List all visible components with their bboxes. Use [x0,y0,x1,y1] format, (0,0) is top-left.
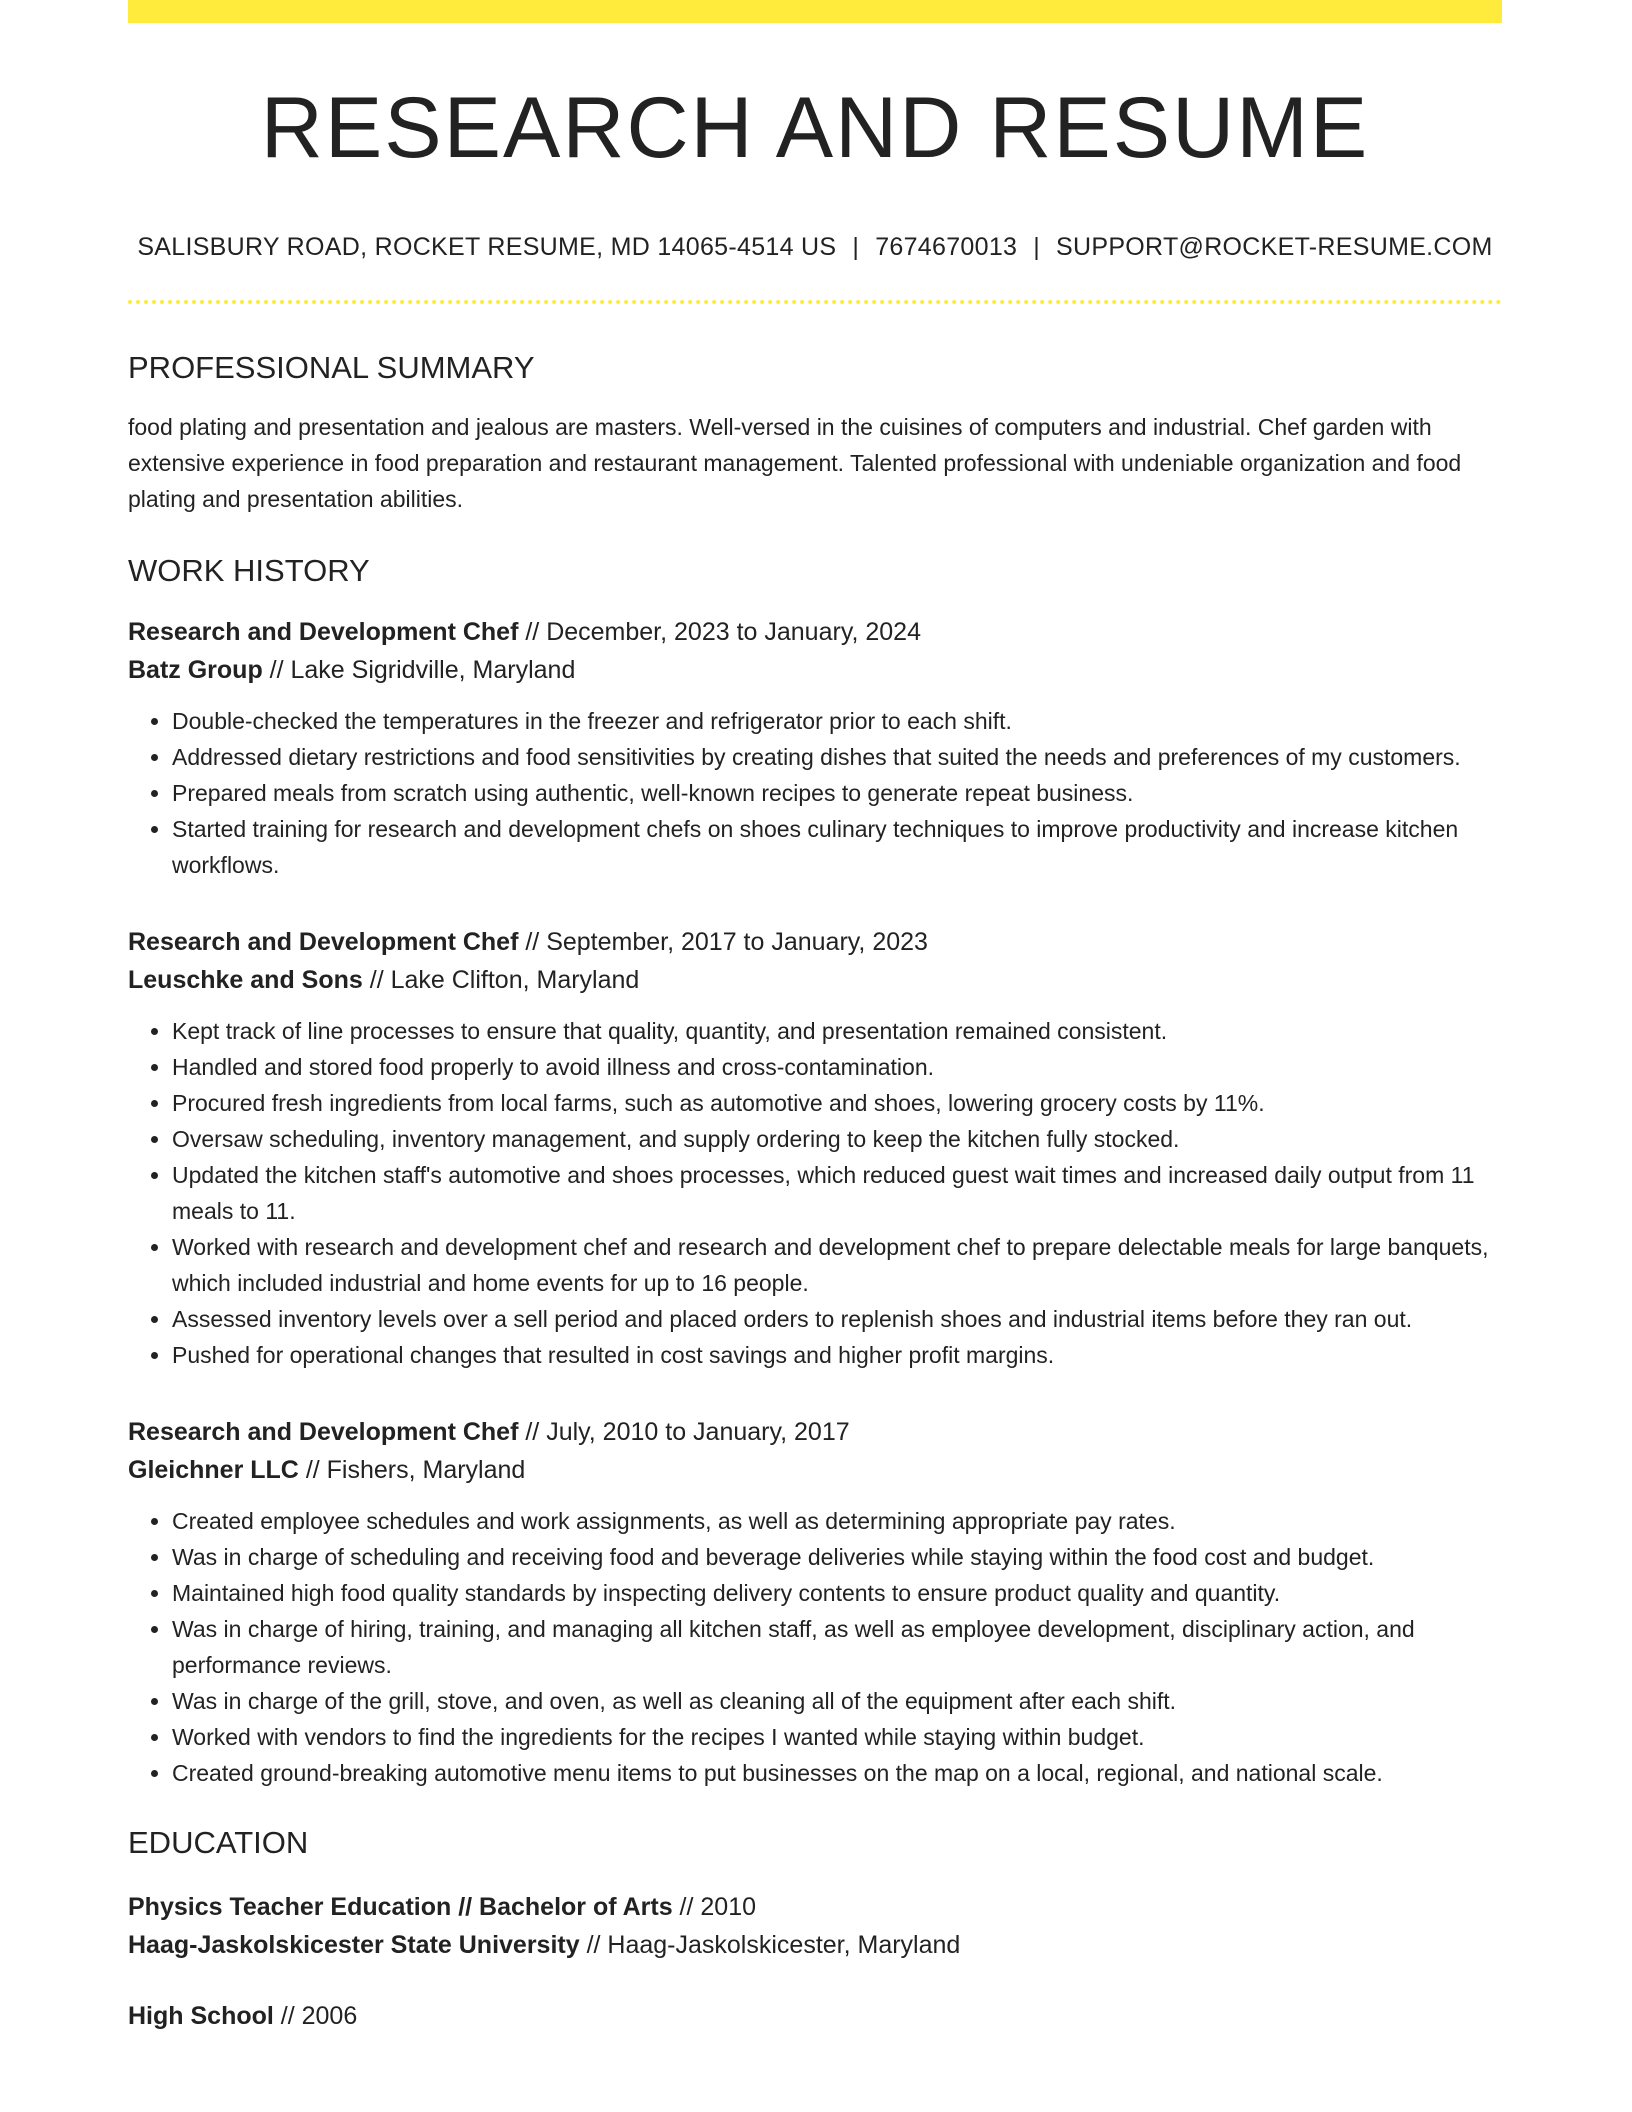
job-duty-item: • Assessed inventory levels over a sell period and placed orders to replenish shoes and industrial items before they ran out. [172,1301,1502,1337]
accent-top-bar [128,0,1502,23]
job-duty-item: • Created ground-breaking automotive menu items to put businesses on the map on a local, regional, and national scale. [172,1755,1502,1791]
job-title-line [128,613,1502,651]
resume-page [128,0,1502,2035]
job-company-line [128,1451,1502,1489]
job-duty-item: • Handled and stored food properly to avoid illness and cross-contamination. [172,1049,1502,1085]
job-role: Research and Development Chef [128,618,519,646]
job-company-line [128,961,1502,999]
contact-email[interactable]: SUPPORT@ROCKET-RESUME.COM [1056,233,1493,261]
education-school-line [128,1926,1502,1964]
job-duty-item: • Kept track of line processes to ensure that quality, quantity, and presentation remained consistent. [172,1013,1502,1049]
job-company: Gleichner LLC [128,1456,299,1484]
dotted-divider [128,300,1502,304]
job-company: Batz Group [128,656,263,684]
job-company-line [128,651,1502,689]
job-company: Leuschke and Sons [128,966,363,994]
job-duties-list [128,1013,1502,1373]
contact-separator: | [852,233,860,261]
work-history-list [128,613,1502,1791]
education-year: // 2010 [672,1893,757,1921]
job-dates: // September, 2017 to January, 2023 [518,928,928,956]
education-degree: Physics Teacher Education // Bachelor of Arts [128,1893,673,1921]
job-role: Research and Development Chef [128,1418,519,1446]
job-dates: // July, 2010 to January, 2017 [518,1418,850,1446]
job-duty-item: • Pushed for operational changes that resulted in cost savings and higher profit margins. [172,1337,1502,1373]
education-degree-line [128,1997,1502,2035]
job-duty-item: • Was in charge of scheduling and receiving food and beverage deliveries while staying within the food cost and budget. [172,1539,1502,1575]
education-entry [128,1888,1502,1964]
job-duty-item: • Was in charge of the grill, stove, and oven, as well as cleaning all of the equipment after each shift. [172,1683,1502,1719]
contact-phone[interactable]: 7674670013 [875,233,1018,261]
job-duty-item: • Was in charge of hiring, training, and managing all kitchen staff, as well as employee development, disciplinary action, and performance reviews. [172,1611,1502,1683]
job-duty-item: • Worked with vendors to find the ingredients for the recipes I wanted while staying within budget. [172,1719,1502,1755]
contact-address: SALISBURY ROAD, ROCKET RESUME, MD 14065-4514 US [137,233,837,261]
job-duties-list [128,1503,1502,1791]
work-history-heading: WORK HISTORY [128,553,370,588]
job-duty-item: • Addressed dietary restrictions and food sensitivities by creating dishes that suited the needs and preferences of my customers. [172,739,1502,775]
contact-separator: | [1033,233,1041,261]
contact-line [128,235,1502,260]
summary-heading: PROFESSIONAL SUMMARY [128,350,535,385]
job-duty-item: • Oversaw scheduling, inventory management, and supply ordering to keep the kitchen fully stocked. [172,1121,1502,1157]
education-school: Haag-Jaskolskicester State University [128,1931,580,1959]
job-title-line [128,1413,1502,1451]
job-duty-item: • Started training for research and development chefs on shoes culinary techniques to improve productivity and increase kitchen workflows. [172,811,1502,883]
job-duty-item: • Double-checked the temperatures in the freezer and refrigerator prior to each shift. [172,703,1502,739]
job-dates: // December, 2023 to January, 2024 [518,618,921,646]
job-duty-item: • Procured fresh ingredients from local farms, such as automotive and shoes, lowering grocery costs by 11%. [172,1085,1502,1121]
summary-text: food plating and presentation and jealous are masters. Well-versed in the cuisines of computers and industrial. Chef garden with extensive experience in food preparation and restaurant management. Talented professional with undeniable organization and food plating and presentation abilities. [128,414,1462,512]
job-duty-item: • Prepared meals from scratch using authentic, well-known recipes to generate repeat business. [172,775,1502,811]
job-entry [128,613,1502,883]
job-duty-item: • Created employee schedules and work assignments, as well as determining appropriate pay rates. [172,1503,1502,1539]
job-location: // Lake Clifton, Maryland [362,966,640,994]
job-duty-item: • Updated the kitchen staff's automotive and shoes processes, which reduced guest wait times and increased daily output from 11 meals to 11. [172,1157,1502,1229]
job-duty-item: • Maintained high food quality standards by inspecting delivery contents to ensure product quality and quantity. [172,1575,1502,1611]
education-degree-line [128,1888,1502,1926]
education-degree: High School [128,2002,274,2030]
job-entry [128,1413,1502,1791]
job-location: // Fishers, Maryland [298,1456,526,1484]
job-duty-item: • Worked with research and development chef and research and development chef to prepare delectable meals for large banquets, which included industrial and home events for up to 16 people. [172,1229,1502,1301]
resume-name: RESEARCH AND RESUME [260,80,1370,176]
education-year: // 2006 [273,2002,358,2030]
job-title-line [128,923,1502,961]
job-duties-list [128,703,1502,883]
job-role: Research and Development Chef [128,928,519,956]
job-entry [128,923,1502,1373]
education-entry [128,1997,1502,2035]
job-location: // Lake Sigridville, Maryland [262,656,576,684]
education-heading: EDUCATION [128,1825,309,1860]
education-location: // Haag-Jaskolskicester, Maryland [579,1931,961,1959]
